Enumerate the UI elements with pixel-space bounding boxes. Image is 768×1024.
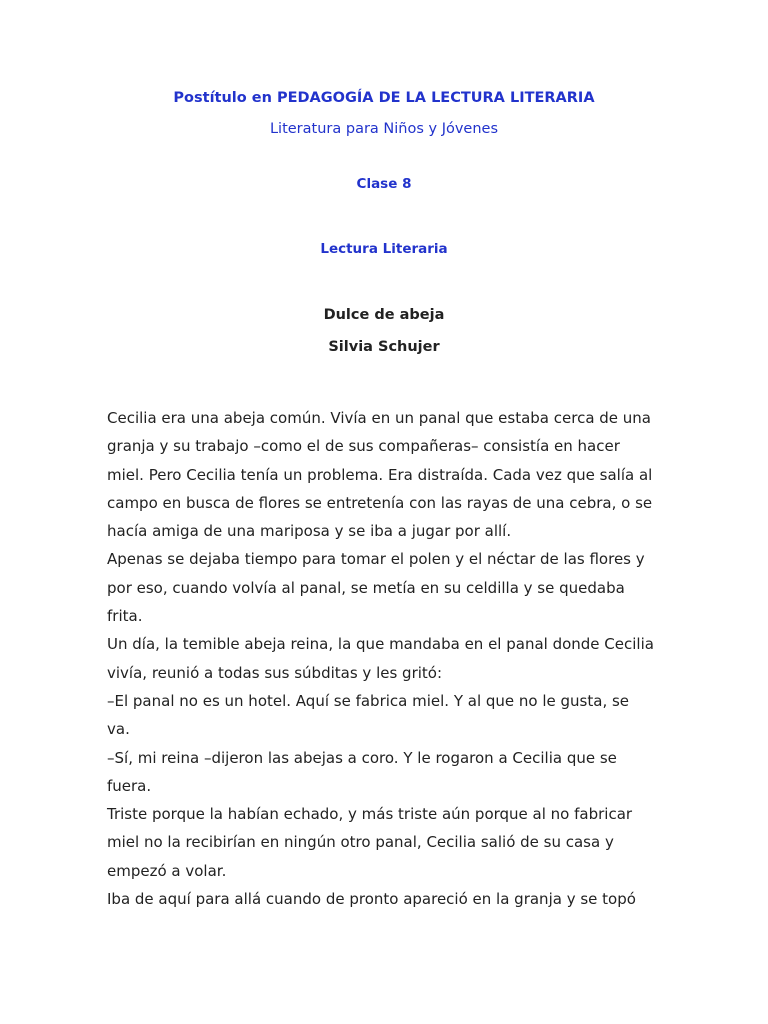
story-line: Apenas se dejaba tiempo para tomar el polen y el néctar de las flores y [107,550,645,569]
story-line: Triste porque la habían echado, y más triste aún porque al no fabricar [107,805,633,824]
story-line: por eso, cuando volvía al panal, se metía en su celdilla y se quedaba [107,578,625,597]
story-line: campo en busca de flores se entretenía con las rayas de una cebra, o se [107,493,653,512]
course-title: Postítulo en PEDAGOGÍA DE LA LECTURA LITERARIA [173,90,595,106]
story-line: hacía amiga de una mariposa y se iba a jugar por allí. [107,522,512,541]
story-line: vivía, reunió a todas sus súbditas y les gritó: [107,663,443,682]
story-line: granja y su trabajo –como el de sus compañeras– consistía en hacer [107,437,620,456]
section-title: Lectura Literaria [320,241,448,257]
class-number: Clase 8 [356,176,412,192]
story-line: Iba de aquí para allá cuando de pronto apareció en la granja y se topó [107,890,636,909]
story-line: –El panal no es un hotel. Aquí se fabrica miel. Y al que no le gusta, se [107,691,630,710]
story-line: miel. Pero Cecilia tenía un problema. Era distraída. Cada vez que salía al [107,465,653,484]
story-line: Un día, la temible abeja reina, la que mandaba en el panal donde Cecilia [107,635,654,654]
course-subtitle: Literatura para Niños y Jóvenes [269,121,499,137]
story-line: va. [107,720,130,739]
story-body [107,404,667,913]
story-line: fuera. [107,776,152,795]
story-line: Cecilia era una abeja común. Vivía en un panal que estaba cerca de una [107,409,651,427]
story-title: Dulce de abeja [323,307,445,323]
story-line: miel no la recibirían en ningún otro panal, Cecilia salió de su casa y [107,833,614,852]
story-author: Silvia Schujer [328,339,440,355]
story-line: empezó a volar. [107,861,227,880]
story-line: frita. [107,607,143,626]
story-line: –Sí, mi reina –dijeron las abejas a coro. Y le rogaron a Cecilia que se [107,748,617,767]
